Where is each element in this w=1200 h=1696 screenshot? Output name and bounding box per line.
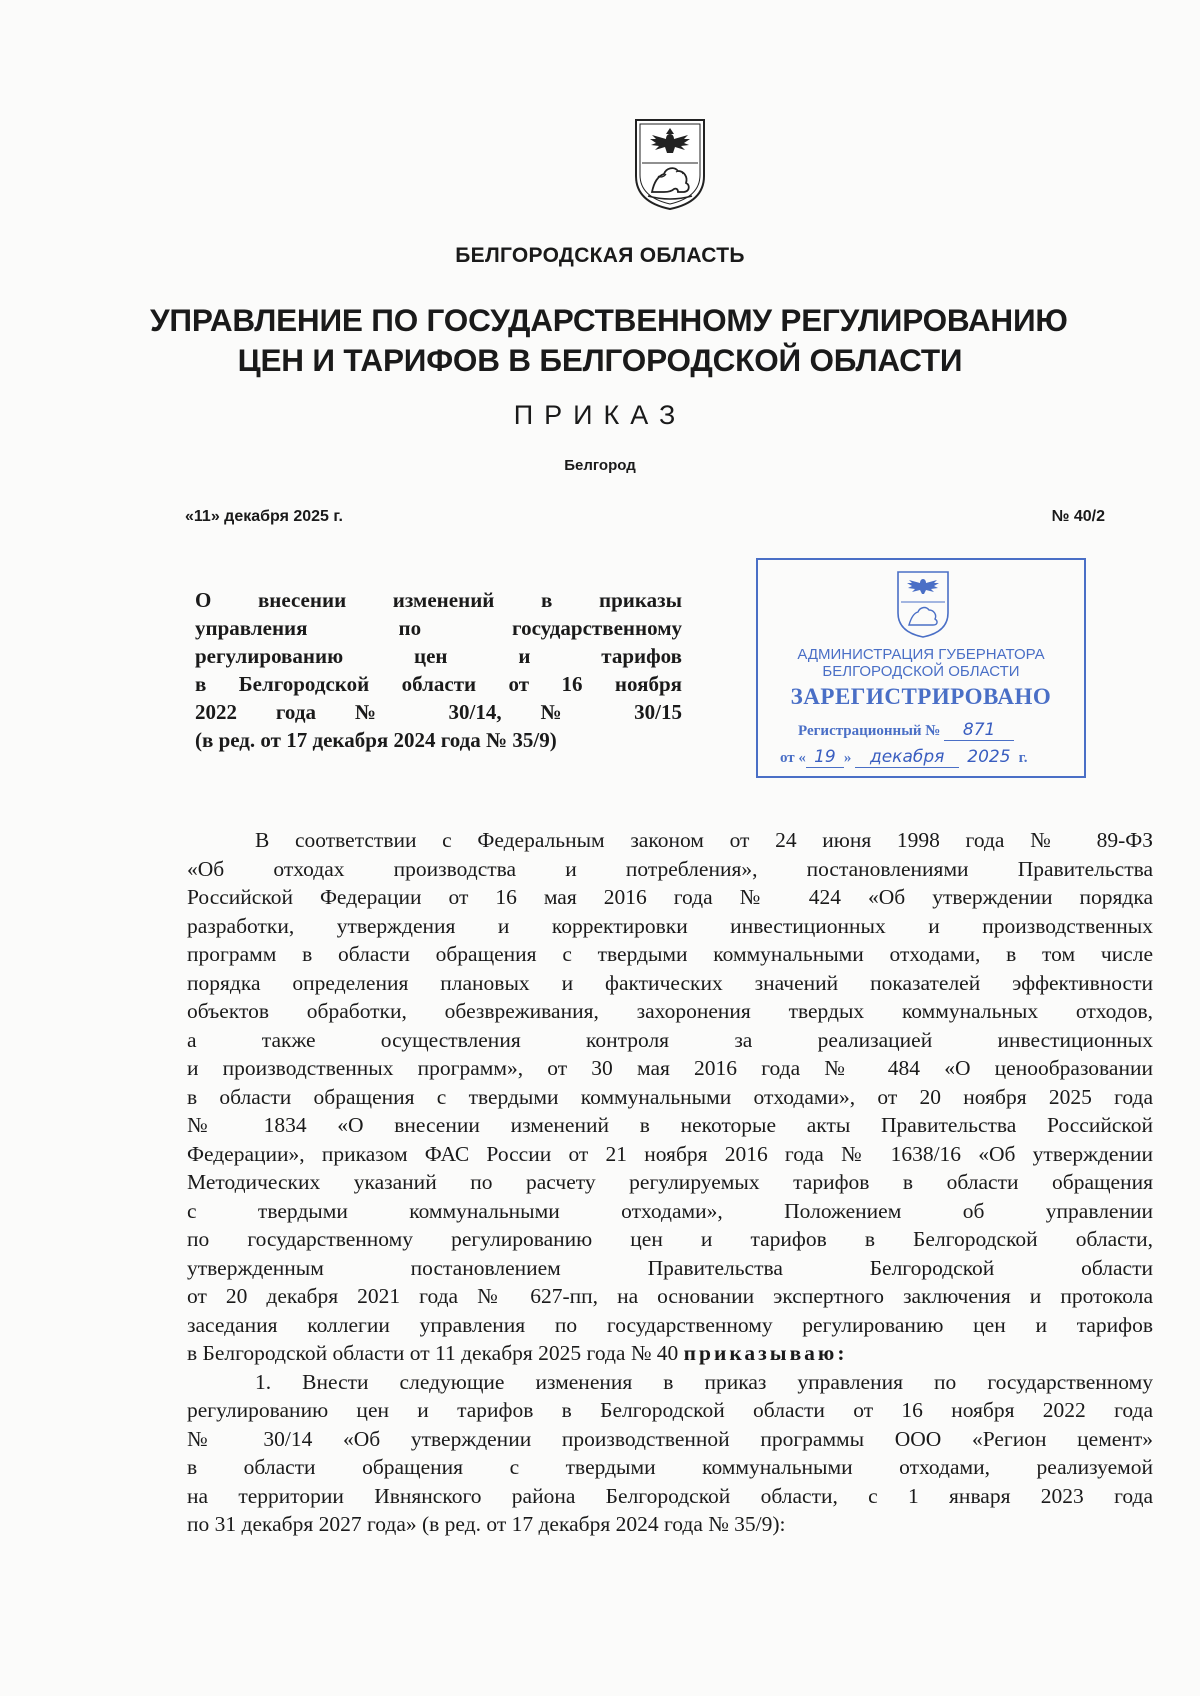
subject-line: 2022 года № 30/14, № 30/15 xyxy=(195,700,682,724)
body-line: № 1834 «О внесении изменений в некоторые акты Правительства Российской xyxy=(187,1113,1153,1137)
stamp-organization xyxy=(758,646,1084,680)
document-subject xyxy=(195,586,682,754)
registration-stamp xyxy=(756,558,1086,778)
stamp-month: декабря xyxy=(855,747,959,768)
document-date: «11» декабря 2025 г. xyxy=(185,508,343,525)
stamp-reg-number: 871 xyxy=(944,720,1014,741)
orders-word: приказываю: xyxy=(683,1341,848,1365)
document-body xyxy=(187,826,1153,1539)
stamp-registration-number xyxy=(798,720,1014,741)
subject-line: в Белгородской области от 16 ноября xyxy=(195,672,682,696)
body-line: и производственных программ», от 30 мая 2016 года № 484 «О ценообразовании xyxy=(187,1056,1153,1080)
stamp-year: 2025 xyxy=(967,747,1011,767)
stamp-date-prefix: от « xyxy=(780,750,806,766)
subject-line: регулированию цен и тарифов xyxy=(195,644,682,668)
stamp-date-suffix: г. xyxy=(1018,750,1028,766)
preamble-last-text: в Белгородской области от 11 декабря 2025 года № 40 xyxy=(187,1341,679,1365)
stamp-day: 19 xyxy=(806,747,844,768)
document-type-title: ПРИКАЗ xyxy=(513,400,687,430)
body-line: Федерации», приказом ФАС России от 21 ноября 2016 года № 1638/16 «Об утверждении xyxy=(187,1141,1153,1166)
body-line: порядка определения плановых и фактических значений показателей эффективности xyxy=(187,970,1153,995)
body-line: а также осуществления контроля за реализацией инвестиционных xyxy=(187,1027,1153,1052)
stamp-emblem xyxy=(895,569,951,639)
body-line: регулированию цен и тарифов в Белгородской области от 16 ноября 2022 года xyxy=(187,1398,1153,1422)
body-line: утвержденным постановлением Правительства Белгородской области xyxy=(187,1255,1153,1280)
subject-line: (в ред. от 17 декабря 2024 года № 35/9) xyxy=(195,728,557,752)
body-line: «Об отходах производства и потребления», постановлениями Правительства xyxy=(187,856,1153,881)
body-line: по 31 декабря 2027 года» (в ред. от 17 декабря 2024 года № 35/9): xyxy=(187,1512,786,1536)
body-line: Методических указаний по расчету регулируемых тарифов в области обращения xyxy=(187,1170,1153,1194)
body-line: программ в области обращения с твердыми коммунальными отходами, в том числе xyxy=(187,942,1153,966)
body-line: объектов обработки, обезвреживания, захоронения твердых коммунальных отходов, xyxy=(187,999,1153,1023)
city-name: Белгород xyxy=(564,457,636,474)
body-line: в области обращения с твердыми коммунальными отходами», от 20 ноября 2025 года xyxy=(187,1084,1153,1109)
body-line: от 20 декабря 2021 года № 627-пп, на основании экспертного заключения и протокола xyxy=(187,1284,1153,1308)
body-line: на территории Ивнянского района Белгородской области, с 1 января 2023 года xyxy=(187,1483,1153,1508)
stamp-org-line2: БЕЛГОРОДСКОЙ ОБЛАСТИ xyxy=(822,663,1020,680)
body-line: в области обращения с твердыми коммунальными отходами, реализуемой xyxy=(187,1455,1153,1479)
body-line: № 30/14 «Об утверждении производственной программы ООО «Регион цемент» xyxy=(187,1426,1153,1451)
region-name: БЕЛГОРОДСКАЯ ОБЛАСТЬ xyxy=(455,244,745,267)
coat-of-arms-icon xyxy=(895,569,951,639)
subject-line: управления по государственному xyxy=(195,616,682,640)
body-line: по государственному регулированию цен и тарифов в Белгородской области, xyxy=(187,1227,1153,1251)
document-number: № 40/2 xyxy=(1051,508,1105,525)
body-line: В соответствии с Федеральным законом от 24 июня 1998 года № 89-ФЗ xyxy=(255,828,1153,852)
body-line-orders xyxy=(187,1339,1153,1368)
stamp-date-mid: » xyxy=(843,750,852,766)
body-line: разработки, утверждения и корректировки инвестиционных и производственных xyxy=(187,913,1153,938)
body-line: с твердыми коммунальными отходами», Положением об управлении xyxy=(187,1198,1153,1223)
agency-name-line1: УПРАВЛЕНИЕ ПО ГОСУДАРСТВЕННОМУ РЕГУЛИРОВАНИЮ xyxy=(150,302,1068,338)
subject-line: О внесении изменений в приказы xyxy=(195,588,682,612)
coat-of-arms-emblem xyxy=(632,116,708,212)
stamp-org-line1: АДМИНИСТРАЦИЯ ГУБЕРНАТОРА xyxy=(797,646,1045,663)
agency-name xyxy=(150,300,1068,380)
body-line: заседания коллегии управления по государственному регулированию цен и тарифов xyxy=(187,1312,1153,1337)
body-line: 1. Внести следующие изменения в приказ управления по государственному xyxy=(255,1369,1153,1394)
body-line: Российской Федерации от 16 мая 2016 года № 424 «Об утверждении порядка xyxy=(187,885,1153,909)
stamp-registration-date xyxy=(780,747,1028,768)
stamp-reg-label: Регистрационный № xyxy=(798,723,941,739)
coat-of-arms-icon xyxy=(632,116,708,212)
agency-name-line2: ЦЕН И ТАРИФОВ В БЕЛГОРОДСКОЙ ОБЛАСТИ xyxy=(237,342,963,378)
stamp-status: ЗАРЕГИСТРИРОВАНО xyxy=(790,684,1052,709)
